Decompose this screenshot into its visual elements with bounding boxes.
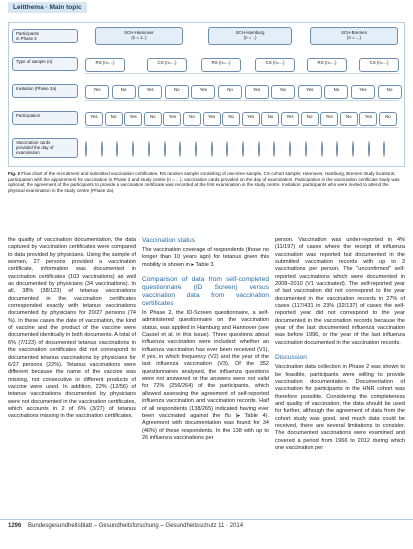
invitations-node: Yes xyxy=(85,85,109,99)
page-footer xyxy=(0,519,413,531)
row-label-sample xyxy=(12,57,78,71)
group-box xyxy=(310,27,398,45)
vaccination-node xyxy=(368,141,370,157)
vaccination-node xyxy=(148,141,150,157)
participation-node: Yes xyxy=(203,112,221,126)
row-label-participants xyxy=(12,29,78,43)
vaccination-node xyxy=(226,141,228,157)
participation-node: No xyxy=(144,112,162,126)
invitations-node: No xyxy=(112,85,136,99)
sample-box: RS (n=...) xyxy=(201,58,241,72)
text-column-2 xyxy=(142,237,269,527)
sample-box: RS (n=...) xyxy=(307,58,347,72)
vaccination-node xyxy=(273,141,275,157)
paragraph: person. Vaccination was under-reported in 4% (11/197) of cases where the receipt of influenza vaccination was reported but documented in the submitted vaccination records with up to 3 vaccinations per person. The "unconfirmed" self-reported vaccinations which were documented in 2008–2010 (V1 vaccinated). The self-reported year of last vaccination did not correspond to the year documented in the vaccination records in 27% of cases (117/431 in 23% (32/137) of cases the self-reported year did not correspond to the year documented in the vaccination records because the year of the last documented influenza vaccination was before 1996, or the year of the last influenza vaccination documented in the vaccination records. xyxy=(275,237,405,346)
vaccination-node xyxy=(305,141,307,157)
participation-node: No xyxy=(379,112,397,126)
invitations-node: No xyxy=(324,85,348,99)
row-label-invitation-text: Invitation (Phase 2a) xyxy=(16,86,57,91)
group-n: (n = 1..) xyxy=(131,35,147,40)
invitations-node: Yes xyxy=(138,85,162,99)
invitations-node: Yes xyxy=(298,85,322,99)
participation-node: Yes xyxy=(281,112,299,126)
invitations-node: No xyxy=(218,85,242,99)
section-tag: Leitthema · Main topic xyxy=(8,2,87,13)
caption-label: Fig. 2 xyxy=(8,171,20,176)
connector-line xyxy=(85,127,399,128)
vaccination-node xyxy=(195,141,197,157)
invitations-node: Yes xyxy=(351,85,375,99)
participation-node: No xyxy=(183,112,201,126)
vaccination-node xyxy=(352,141,354,157)
participation-node: No xyxy=(261,112,279,126)
participation-node: Yes xyxy=(359,112,377,126)
vaccination-node xyxy=(101,141,103,157)
flow-chart-figure xyxy=(8,22,405,167)
row-label-vaccination xyxy=(12,138,78,158)
row-label-sample-text: Type of sample (n) xyxy=(16,59,53,64)
participation-node: No xyxy=(105,112,123,126)
figure-caption xyxy=(8,171,405,193)
vaccination-node xyxy=(321,141,323,157)
vaccination-node xyxy=(211,141,213,157)
participation-node: Yes xyxy=(163,112,181,126)
section-heading: Comparison of data from self-completed questionnaire (ID Screen) versus vaccination data from vaccination certificates xyxy=(142,276,269,308)
participation-node: Yes xyxy=(124,112,142,126)
vaccination-node xyxy=(85,141,87,157)
vaccination-node xyxy=(258,141,260,157)
participation-node: No xyxy=(301,112,319,126)
invitations-node: No xyxy=(378,85,402,99)
participation-node: Yes xyxy=(85,112,103,126)
section-heading: Discussion xyxy=(275,354,307,362)
sample-box: CS (n=...) xyxy=(359,58,399,72)
connector-line xyxy=(85,73,399,74)
group-box xyxy=(95,27,183,45)
vaccination-node xyxy=(179,141,181,157)
caption-text: Flow chart of the recruitment and submitted vaccination certificates. RS random sample consisting of one-time sample, CS cohort sample; Hannover, Hamburg, Bremen study locations; participation with the appointment for vaccination in Phase 2 and study centre (n = ...), vaccination cards provided on the day of examination. Participation in the vaccination certificate study was optional; the agreement of the participants to provide a vaccination certificate was recorded at the first examination in the study centre. Invitation: participants who were invited to attend the physical examination in the study centre (Phase 2a). xyxy=(8,171,400,193)
group-label: SCH-Hamburg xyxy=(235,30,265,35)
group-box xyxy=(208,27,292,45)
row-label-participation xyxy=(12,111,78,125)
participation-node: No xyxy=(222,112,240,126)
connector-line xyxy=(85,100,399,101)
row-label-invitation xyxy=(12,84,78,98)
vaccination-node xyxy=(242,141,244,157)
vaccination-node xyxy=(289,141,291,157)
paragraph: the quality of vaccination documentation, the data captured by vaccination certificates were compared to data provided by physicians. Using the sample of women, 27 persons provided a vaccination certificate, information was documented in vaccination certificates (103 vaccinations) as well as documented by physicians (34 vaccinations). In all, 38% (38/123) of tetanus vaccinations documented in the vaccination certificates corresponded exactly with tetanus vaccinations documented by physicians for 20/27 persons (74 %). In these cases the date of vaccination, the kind of vaccine and the product of the vaccine were documented identically in both documents. A total of 6% (7/123) of documented tetanus vaccinations in the vaccination certificates did not correspond to documented tetanus vaccinations by physicians for 6/27 persons (22%). Tetanus vaccinations were different because the name of the vaccine was missing, not consecutive or different products of vaccine were used. In addition, 22% (12/56) of tetanus vaccinations documented by physicians were not documented in the vaccination certificates, which accounts in 2 of 6% (3/27) of tetanus vaccinations missing in the vaccination certificates. xyxy=(8,237,136,420)
vaccination-node xyxy=(383,141,385,157)
group-label: SCH-Hannover xyxy=(124,30,154,35)
participation-node: Yes xyxy=(242,112,260,126)
paragraph: In Phase 2, the ID-Screen questionnaire, a self-administered questionnaire on the vaccination status, was applied in Hamburg and Hannover (see Cassel et al. in this issue). Three questions about influenza vaccination were included: whether an influenza vaccination has ever been received (V1), if yes, in which frequency (V2) and the year of the last influenza vaccination (V3). Of the 352 questionnaires analysed, the influenza questions were not answered or the answers were not valid for 72% (256/264) of the participants, which allowed assessing the agreement of self-reported influenza vaccination and vaccination records. Half of all respondents (138/265) indicated having ever been vaccinated against the flu (▸ Table 4). Agreement with documentation was found for 34 (46%) of these respondents. In the 138 with up to 26 influenza vaccinations per xyxy=(142,310,269,441)
sample-box: CS (n=...) xyxy=(255,58,295,72)
text-column-1 xyxy=(8,237,136,517)
vaccination-node xyxy=(116,141,118,157)
participation-node: Yes xyxy=(320,112,338,126)
row-label-participation-text: Participation xyxy=(16,113,41,118)
invitations-node: No xyxy=(271,85,295,99)
vaccination-node xyxy=(336,141,338,157)
header-bar xyxy=(0,0,413,14)
journal-name: Bundesgesundheitsblatt – Gesundheitsforschung – Gesundheitsschutz 11 · 2014 xyxy=(28,523,244,529)
paragraph: The vaccination coverage of respondents (those no longer than 10 years ago) for tetanus given this mobility is shown in ▸ Table 3. xyxy=(142,247,269,268)
group-label: SCH-Bremen xyxy=(340,30,368,35)
page-number: 1296 xyxy=(8,523,22,529)
text-column-3 xyxy=(275,237,405,527)
sample-box: CS (n=...) xyxy=(147,58,187,72)
sample-box: RS (n=...) xyxy=(85,58,125,72)
invitations-node: No xyxy=(165,85,189,99)
vaccination-node xyxy=(132,141,134,157)
section-heading: Vaccination status xyxy=(142,237,196,244)
invitations-node: Yes xyxy=(245,85,269,99)
vaccination-node xyxy=(164,141,166,157)
paragraph: Vaccination data collection in Phase 2 was shown to be feasible, participants were willing to provide vaccination documentation. Documentation of vaccination for participants in the HNR cohort was therefore possible. Considering the completeness and quality of vaccination, the data should be used for further, although the agreement of data from the cohort study was good, and much data could be received, there are several limitations to consider. The documented vaccinations were examined and covered a period from 1966 to 2012 during which one vaccination per xyxy=(275,364,405,451)
row-label-vaccination-text: Vaccination cards provided the day of examination xyxy=(16,140,54,155)
invitations-node: Yes xyxy=(191,85,215,99)
group-n: (n = ...) xyxy=(346,35,362,40)
group-n: (n = ..) xyxy=(243,35,257,40)
participation-node: No xyxy=(340,112,358,126)
row-label-participants-text: Participants in Phase 2 xyxy=(16,31,39,41)
